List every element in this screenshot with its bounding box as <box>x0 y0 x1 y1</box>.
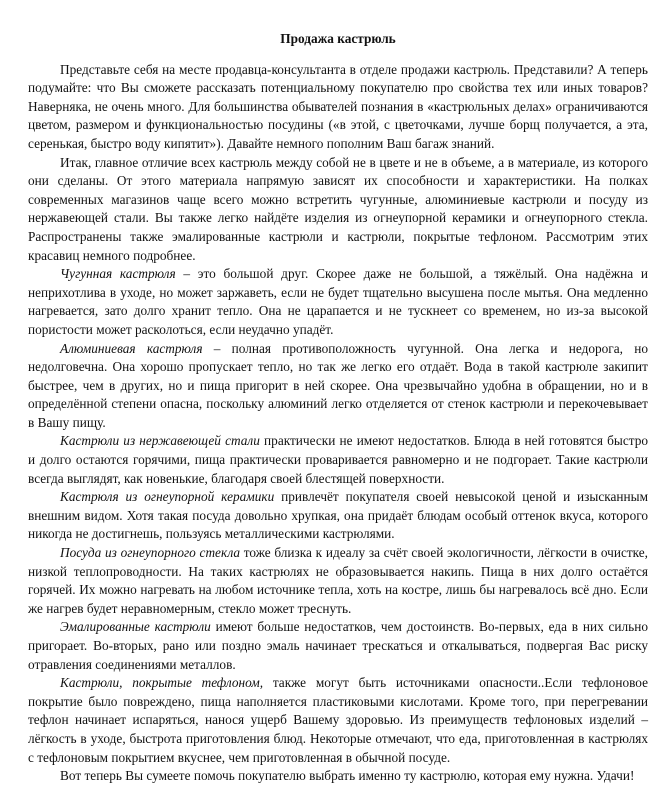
paragraph-text: Представьте себя на месте продавца-консультанта в отделе продажи кастрюль. Представили? А теперь подумайте: что Вы сможете рассказать потенциальному покупателю про свойства тех или иных товаров? Наверняка, не очень много. Для большинства обывателей познания в «кастрюльных делах» ограничиваются цветом, размером и функциональностью посудины («в этой, с цветочками, лучше борщ получается, а эта, серенькая, быстро воду кипятит»). Давайте немного пополним Ваш багаж знаний. <box>28 61 648 151</box>
paragraph-stainless-steel <box>28 432 648 488</box>
paragraph-text: имеют больше недостатков, чем достоинств. Во-первых, еда в них сильно пригорает. Во-вторых, рано или поздно эмаль начинает трескаться и откалываться, подвергая Вас риску отравления соединениями металлов. <box>28 619 648 672</box>
paragraph-text: привлечёт покупателя своей невысокой ценой и изысканным внешним видом. Хотя такая посуда довольно хрупкая, она придаёт блюдам особый оттенок вкуса, которого никогда не достигнешь, пользуясь металлическими кастрюлями. <box>28 489 648 542</box>
paragraph-text: – полная противоположность чугунной. Она легка и недорога, но недолговечна. Она хорошо пропускает тепло, но так же легко его отдаёт. Вода в такой кастрюле закипит быстрее, чем в других, но и пища пригорит в ней скорее. Она чрезвычайно удобна в обращении, но и в определённой степени опасна, поскольку алюминий легко отделяется от стенок кастрюли и перекочевывает в Вашу пищу. <box>28 340 648 430</box>
paragraph-lead-italic: Алюминиевая кастрюля <box>60 340 203 356</box>
paragraph-lead-italic: Кастрюли, покрытые тефлоном, <box>60 675 264 691</box>
paragraph-text: Итак, главное отличие всех кастрюль между собой не в цвете и не в объеме, а в материале, из которого они сделаны. От этого материала напрямую зависят их способности и характеристики. На полках современных магазинов чаще всего можно встретить чугунные, алюминиевые кастрюли и посуду из нержавеющей стали. Вы также легко найдёте изделия из огнеупорной керамики и огнеупорного стекла. Распространены также эмалированные кастрюли и кастрюли, покрытые тефлоном. Рассмотрим этих красавиц немного подробнее. <box>28 154 648 263</box>
document-title: Продажа кастрюль <box>280 31 396 46</box>
paragraph-enamel <box>28 618 648 674</box>
paragraph-text: практически не имеют недостатков. Блюда в ней готовятся быстро и долго остаются горячими, пища практически проваривается равномерно и не подгорает. Такие кастрюли всегда выглядят, как новенькие, благодаря своей блестящей поверхности. <box>28 433 648 486</box>
paragraph-text: – это большой друг. Скорее даже не большой, а тяжёлый. Она надёжна и неприхотлива в уходе, но может заржаветь, если не будет тщательно высушена после мытья. Она медленно нагревается, зато долго хранит тепло. Она не царапается и не тускнеет со временем, но из-за высокой пористости может расколоться, если неудачно упадёт. <box>28 266 648 337</box>
paragraph-lead-italic: Кастрюля из огнеупорной керамики <box>60 489 275 505</box>
paragraph-glass <box>28 544 648 618</box>
paragraph-text: тоже близка к идеалу за счёт своей экологичности, лёгкости в очистке, низкой теплопроводности. На таких кастрюлях не образовывается накипь. Пища в них долго остаётся горячей. Их можно нагревать на любом источнике тепла, хоть на костре, лишь бы нагревалось всё дно. Если же нагрев будет неравномерным, стекло может треснуть. <box>28 545 649 616</box>
paragraph-text: также могут быть источниками опасности..Если тефлоновое покрытие было повреждено, пища наполняется пластиковыми кислотами. Кроме того, при перегревании тефлон начинает испаряться, нанося ущерб Вашему здоровью. Из преимуществ тефлоновых изделий – лёгкость в уходе, быстрота приготовления блюд. Некоторые отмечают, что еда, приготовленная в кастрюлях с тефлоновым покрытием вкуснее, чем приготовленная в обычной посуде. <box>28 675 648 765</box>
paragraph-lead-italic: Чугунная кастрюля <box>60 266 176 282</box>
paragraph-conclusion <box>28 767 648 786</box>
paragraph-lead-italic: Кастрюли из нержавеющей стали <box>60 433 260 449</box>
paragraph-aluminium <box>28 340 648 433</box>
paragraph-lead-italic: Посуда из огнеупорного стекла <box>60 545 241 561</box>
paragraph-lead-italic: Эмалированные кастрюли <box>60 619 211 635</box>
paragraph-text: Вот теперь Вы сумеете помочь покупателю выбрать именно ту кастрюлю, которая ему нужна. Удачи! <box>60 768 635 784</box>
paragraph-cast-iron <box>28 265 648 339</box>
paragraph-teflon <box>28 674 648 767</box>
paragraph-ceramic <box>28 488 648 544</box>
paragraph-materials <box>28 154 648 266</box>
paragraph-intro <box>28 61 648 154</box>
